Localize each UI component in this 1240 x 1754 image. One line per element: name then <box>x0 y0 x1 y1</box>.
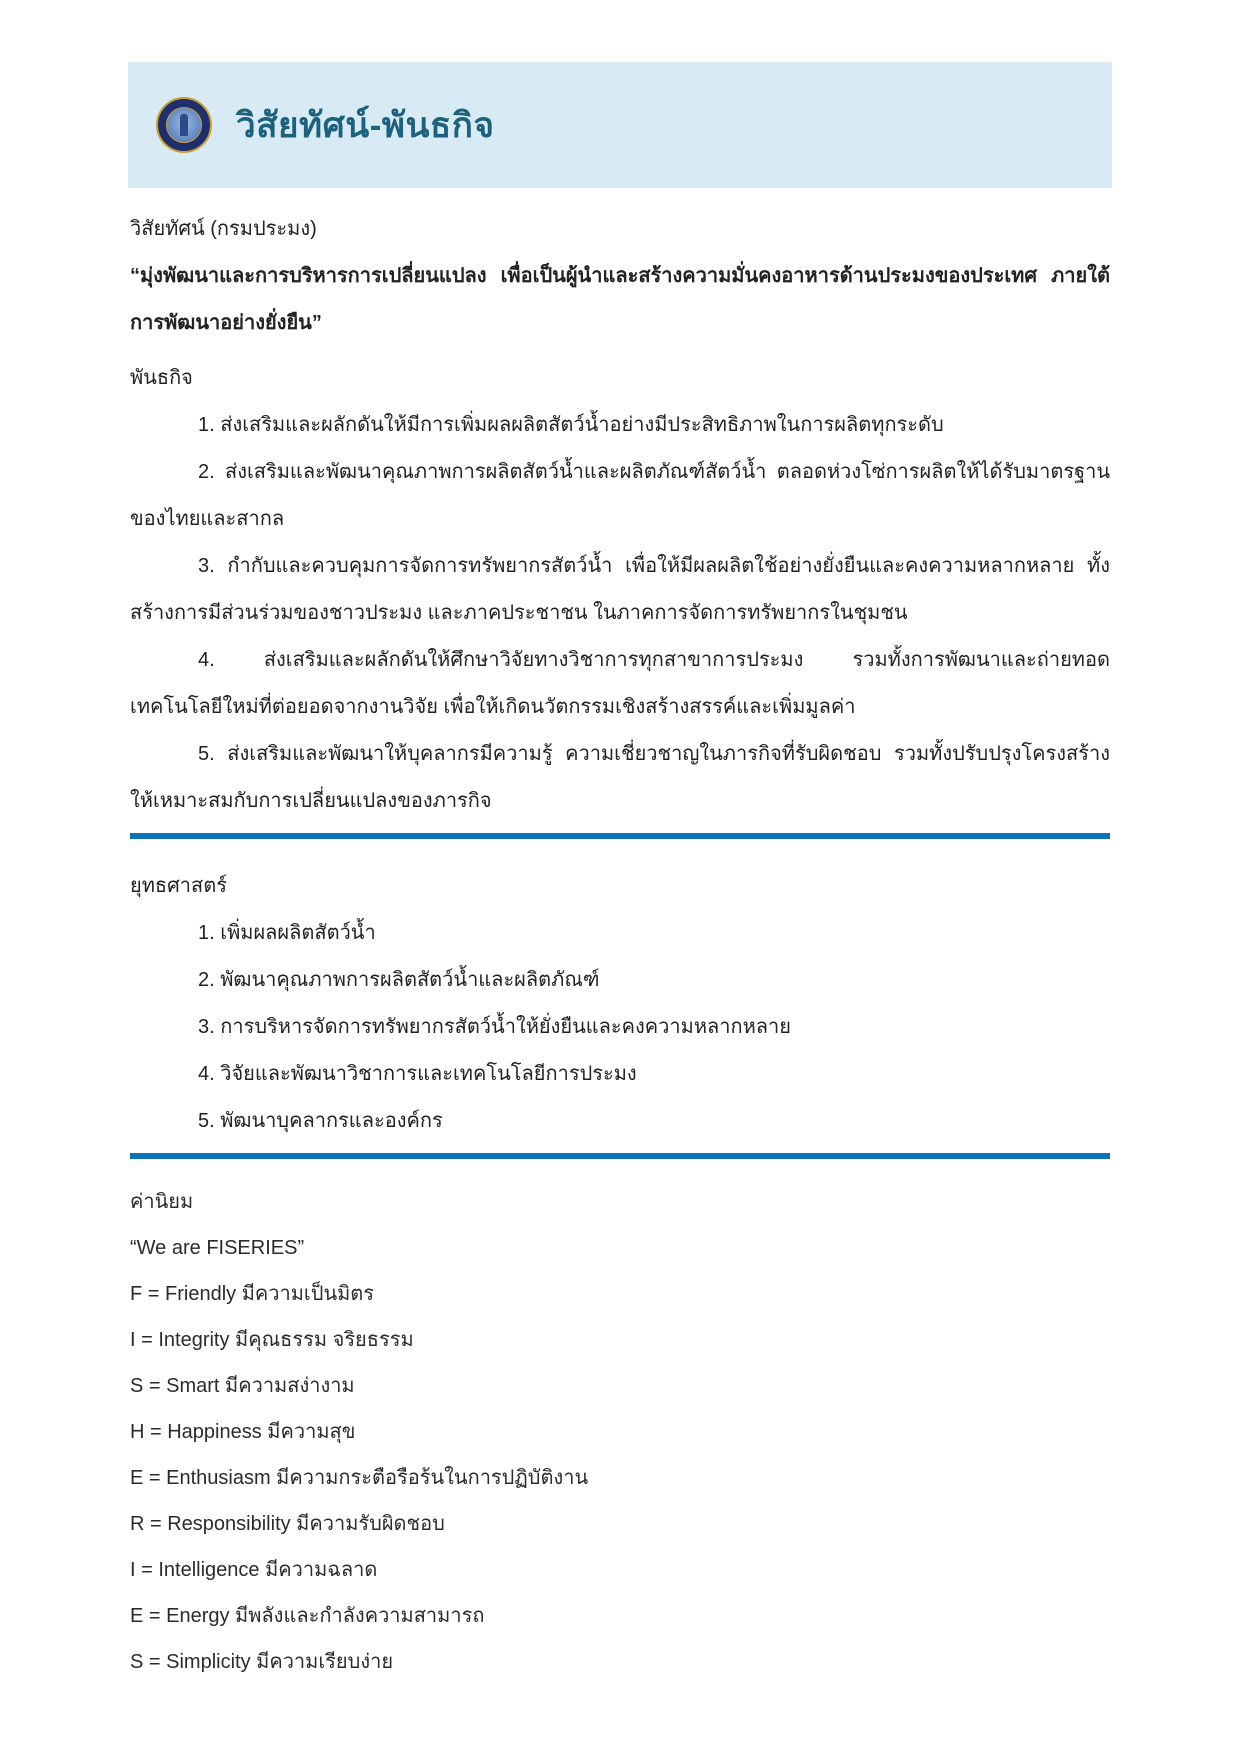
values-item-f: F = Friendly มีความเป็นมิตร <box>130 1283 375 1305</box>
values-item-e1: E = Enthusiasm มีความกระตือรือร้นในการปฏิบัติงาน <box>130 1467 589 1489</box>
section-divider-bottom <box>130 1153 1110 1159</box>
values-item-i2: I = Intelligence มีความฉลาด <box>130 1559 378 1581</box>
fisheries-department-seal-icon <box>156 97 212 153</box>
strategy-item-3: 3. การบริหารจัดการทรัพยากรสัตว์น้ำให้ยั่งยืนและคงความหลากหลาย <box>198 1016 791 1038</box>
page-header-banner <box>128 62 1112 188</box>
vision-section <box>130 206 1110 347</box>
strategy-body <box>130 863 1110 1145</box>
strategy-item-4: 4. วิจัยและพัฒนาวิชาการและเทคโนโลยีการประมง <box>198 1063 637 1085</box>
values-section <box>130 1179 1110 1685</box>
strategy-item-5: 5. พัฒนาบุคลากรและองค์กร <box>198 1110 443 1132</box>
strategy-heading: ยุทธศาสตร์ <box>130 875 227 897</box>
mission-item-2: 2. ส่งเสริมและพัฒนาคุณภาพการผลิตสัตว์น้ำและผลิตภัณฑ์สัตว์น้ำ ตลอดห่วงโซ่การผลิตให้ได้รับมาตรฐานของไทยและสากล <box>130 461 1110 530</box>
mission-section <box>130 355 1110 825</box>
values-item-r: R = Responsibility มีความรับผิดชอบ <box>130 1513 445 1535</box>
mission-item-4: 4. ส่งเสริมและผลักดันให้ศึกษาวิจัยทางวิชาการทุกสาขาการประมง รวมทั้งการพัฒนาและถ่ายทอดเทคโนโลยีใหม่ที่ต่อยอดจากงานวิจัย เพื่อให้เกิดนวัตกรรมเชิงสร้างสรรค์และเพิ่มมูลค่า <box>130 649 1110 718</box>
strategy-item-1: 1. เพิ่มผลผลิตสัตว์น้ำ <box>198 922 376 944</box>
values-item-s2: S = Simplicity มีความเรียบง่าย <box>130 1651 394 1673</box>
values-motto: “We are FISERIES” <box>130 1237 305 1259</box>
values-heading: ค่านิยม <box>130 1191 194 1213</box>
strategy-item-2: 2. พัฒนาคุณภาพการผลิตสัตว์น้ำและผลิตภัณฑ์ <box>198 969 600 991</box>
seal-center <box>166 107 202 143</box>
vision-heading: วิสัยทัศน์ (กรมประมง) <box>130 218 317 240</box>
strategy-section <box>130 863 1110 1145</box>
mission-heading: พันธกิจ <box>130 367 193 389</box>
values-item-s1: S = Smart มีความสง่างาม <box>130 1375 355 1397</box>
seal-figure <box>180 114 188 136</box>
values-item-h: H = Happiness มีความสุข <box>130 1421 356 1443</box>
mission-item-5: 5. ส่งเสริมและพัฒนาให้บุคลากรมีความรู้ ความเชี่ยวชาญในภารกิจที่รับผิดชอบ รวมทั้งปรับปรุงโครงสร้างให้เหมาะสมกับการเปลี่ยนแปลงของภารกิจ <box>130 743 1110 812</box>
document-body <box>130 206 1110 825</box>
values-item-e2: E = Energy มีพลังและกำลังความสามารถ <box>130 1605 485 1627</box>
mission-item-3: 3. กำกับและควบคุมการจัดการทรัพยากรสัตว์น้ำ เพื่อให้มีผลผลิตใช้อย่างยั่งยืนและคงความหลากหลาย ทั้งสร้างการมีส่วนร่วมของชาวประมง และภาคประชาชน ในภาคการจัดการทรัพยากรในชุมชน <box>130 555 1110 624</box>
section-divider-top <box>130 833 1110 839</box>
vision-statement: “มุ่งพัฒนาและการบริหารการเปลี่ยนแปลง เพื่อเป็นผู้นำและสร้างความมั่นคงอาหารด้านประมงของประเทศ ภายใต้การพัฒนาอย่างยั่งยืน” <box>130 265 1110 334</box>
page-title: วิสัยทัศน์-พันธกิจ <box>236 105 495 145</box>
mission-item-1: 1. ส่งเสริมและผลักดันให้มีการเพิ่มผลผลิตสัตว์น้ำอย่างมีประสิทธิภาพในการผลิตทุกระดับ <box>198 414 944 436</box>
values-item-i1: I = Integrity มีคุณธรรม จริยธรรม <box>130 1329 414 1351</box>
